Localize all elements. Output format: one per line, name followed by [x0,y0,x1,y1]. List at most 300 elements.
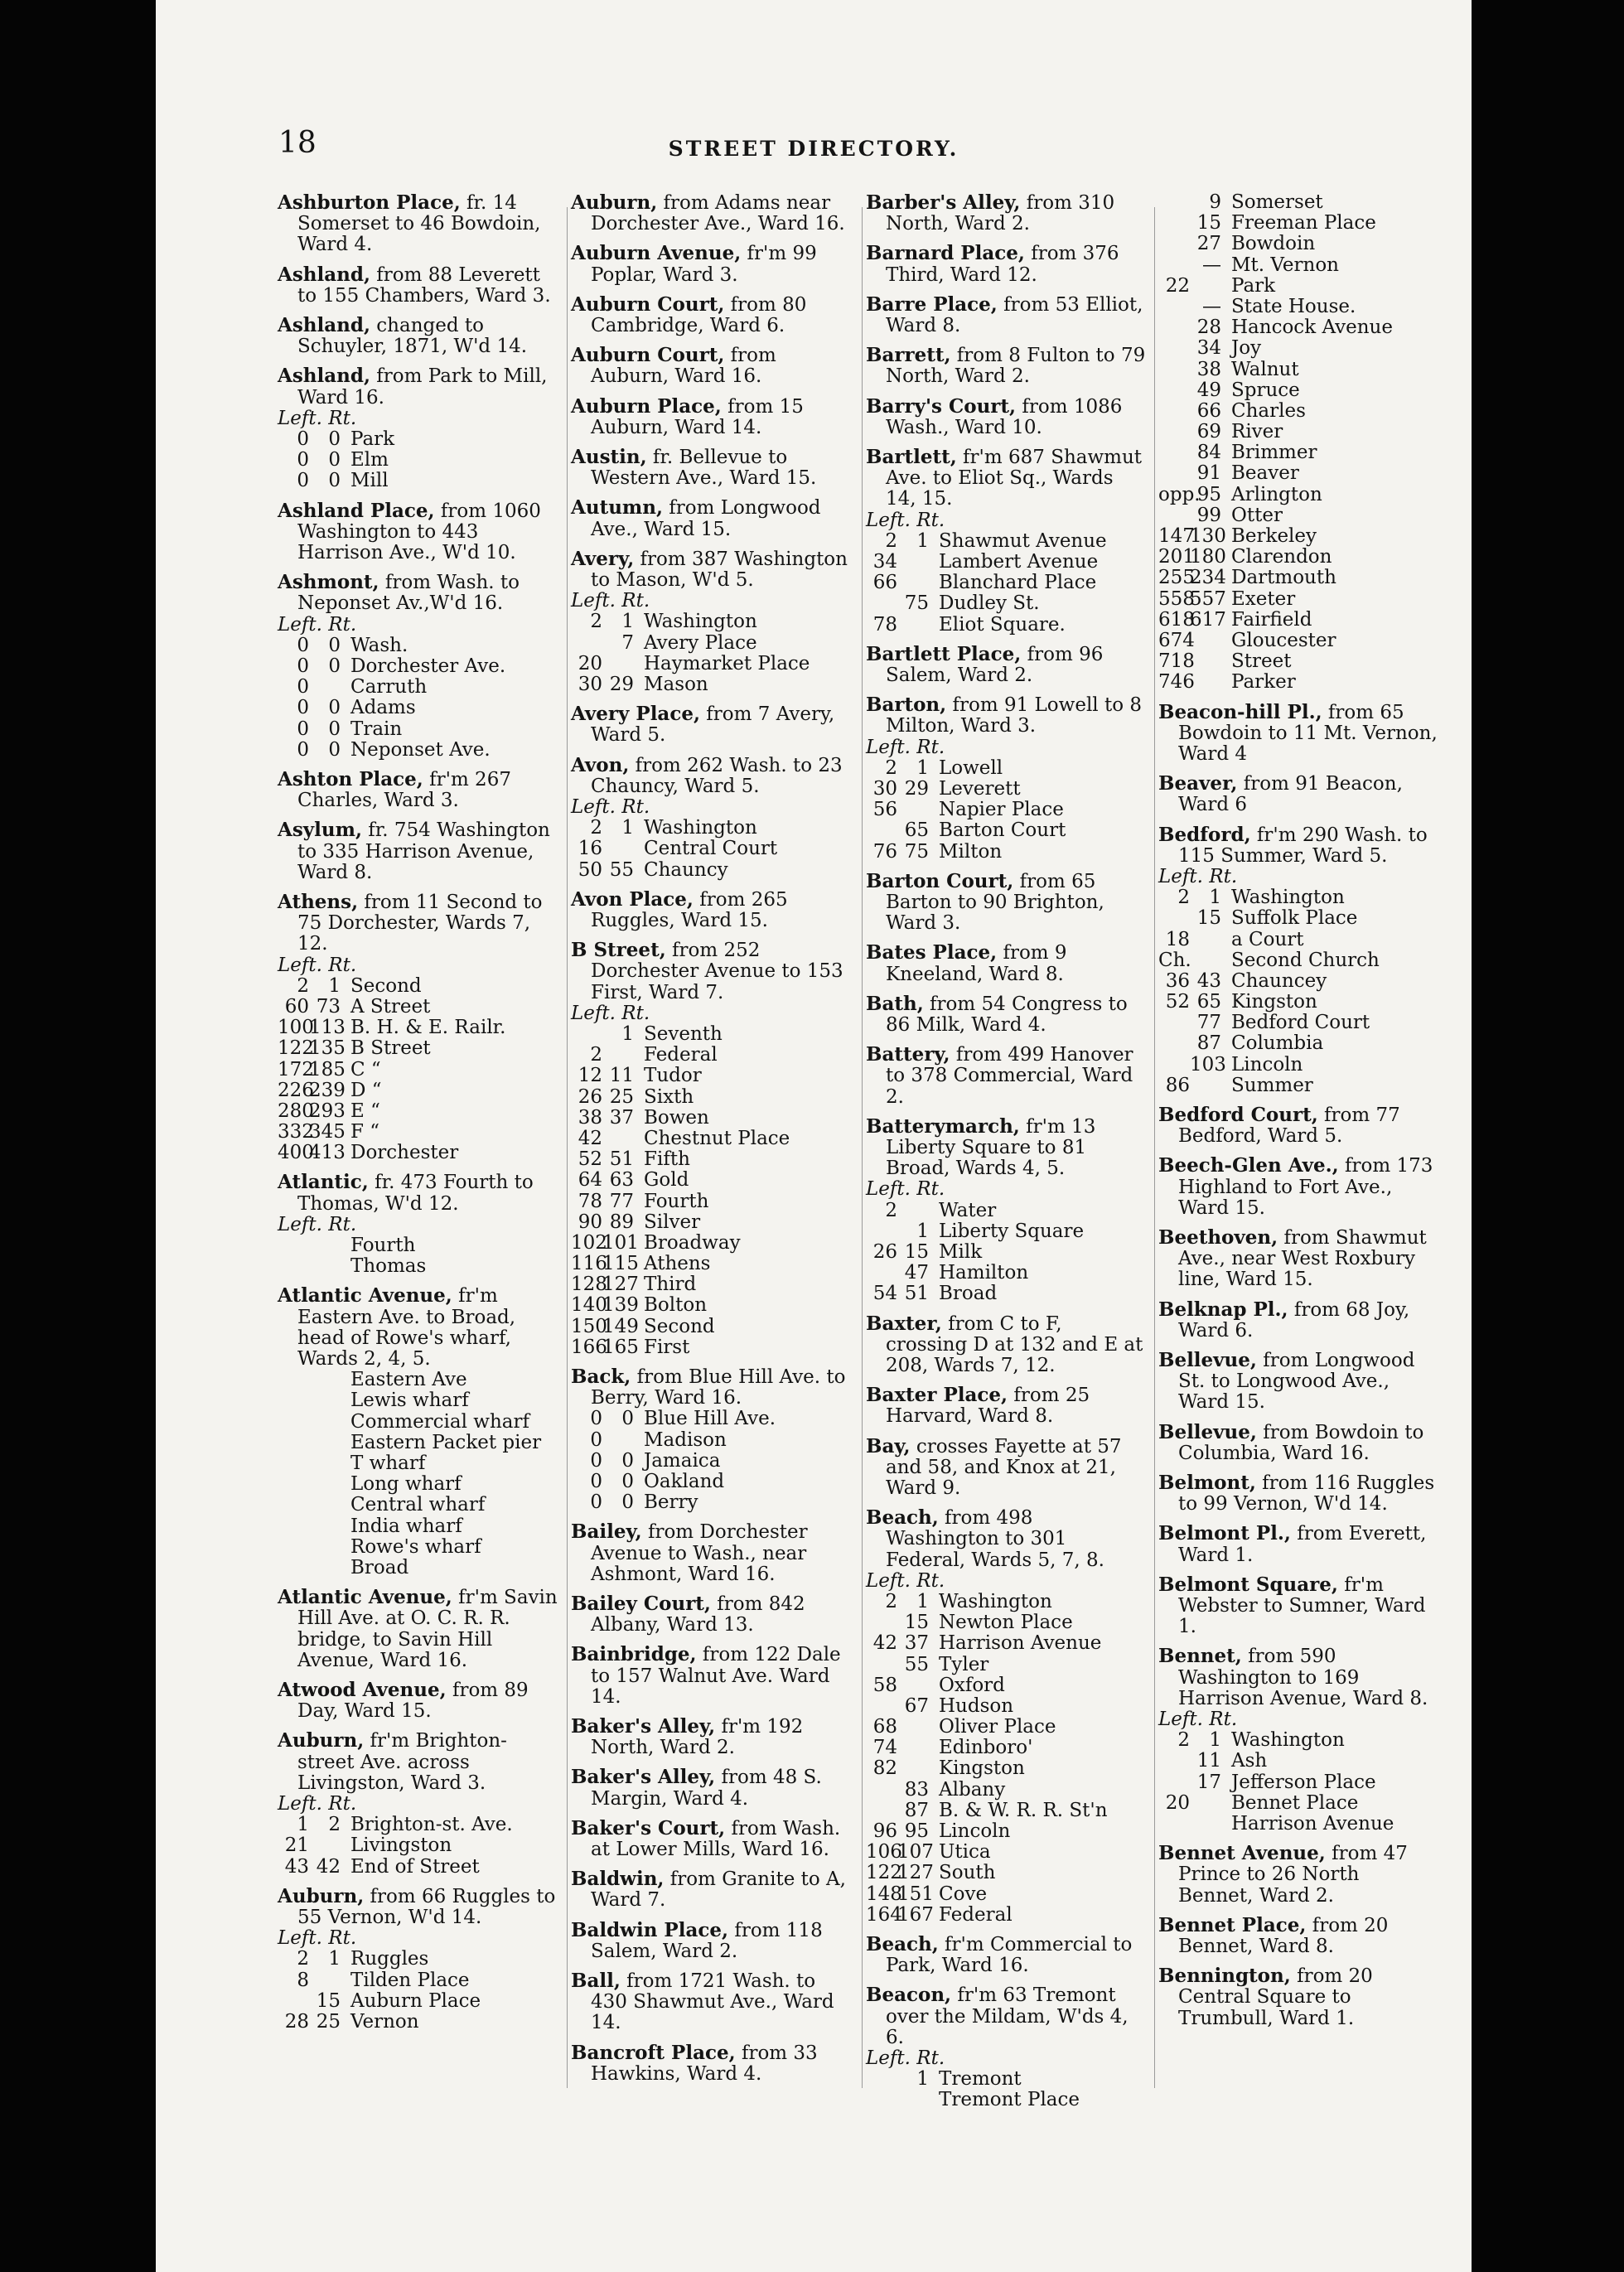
cross-street-row [1158,505,1440,526]
left-number [866,1780,897,1801]
cross-street-row [278,677,559,698]
street-entry [866,694,1148,863]
street-heading [278,365,559,408]
street-name: Battery, [866,1043,950,1066]
cross-street-name: Parker [1231,671,1296,694]
cross-street-row [571,1129,853,1149]
street-name: Atlantic Avenue, [278,1586,452,1609]
street-entry [1158,1105,1440,1147]
cross-street-name: D “ [350,1079,382,1101]
left-right-label: Left. Rt. [278,954,357,976]
cross-street-name: Newton Place [939,1612,1073,1634]
cross-street-list [866,1201,1148,1305]
left-number: 0 [590,1408,602,1430]
left-number: 122 [866,1862,902,1884]
right-number: 66 [1196,399,1221,422]
cross-street-name: Long wharf [350,1473,462,1496]
cross-street-row [866,1263,1148,1283]
street-heading [571,497,853,539]
street-heading [1158,1105,1440,1147]
cross-street-name: Athens [644,1253,711,1275]
cross-street-name: Dudley St. [939,592,1040,615]
cross-street-name: Fourth [644,1190,709,1212]
left-number: 56 [872,799,897,821]
cross-street-name: Tyler [939,1653,989,1675]
cross-street-name: Lewis wharf [350,1390,469,1412]
left-number: 36 [1165,969,1190,992]
cross-street-name: Carruth [350,676,428,699]
street-entry [571,1970,853,2034]
cross-street-name: B. H. & E. Railr. [350,1017,506,1039]
street-description: fr'm 63 Tremont over the Mildam, W'ds 4, 6. [886,1984,1129,2048]
street-heading [571,755,853,797]
cross-street-name: Albany [939,1778,1006,1801]
cross-street-row [1158,234,1440,254]
street-description: from Granite to A, Ward 7. [591,1868,846,1912]
cross-street-row [571,1337,853,1358]
street-name: Auburn Avenue, [571,242,742,265]
cross-street-row [571,1472,853,1492]
right-number: 293 [309,1100,346,1122]
cross-street-name: Barton Court [939,819,1066,842]
street-description: from Longwood St. to Longwood Ave., Ward 15. [1178,1350,1415,1414]
street-entry [1158,1646,1440,1835]
cross-street-row [278,1370,559,1390]
right-number: 103 [1190,1053,1226,1076]
street-name: Bellevue, [1158,1349,1257,1372]
cross-street-name: First [644,1336,690,1358]
left-number [1158,422,1190,442]
cross-street-row [571,654,853,674]
cross-street-row [1158,401,1440,422]
cross-street-list [571,818,853,881]
street-description: fr'm Webster to Sumner, Ward 1. [1178,1573,1426,1638]
cross-street-row [866,758,1148,779]
cross-street-row [1158,485,1440,505]
street-heading [866,447,1148,510]
right-number: 167 [897,1903,934,1926]
right-number: 11 [1196,1750,1221,1772]
right-number [309,1412,341,1433]
right-number: 1 [916,2068,929,2091]
street-entry [1158,1965,1440,2029]
street-name: Asylum, [278,819,362,842]
street-description: from 91 Beacon, Ward 6 [1178,773,1403,816]
street-entry [1158,1843,1440,1907]
cross-street-list [866,531,1148,636]
street-heading [1158,1472,1440,1515]
left-number: 0 [297,470,309,492]
right-number [309,1516,341,1537]
left-number: 618 [1158,608,1195,631]
right-number: 0 [328,697,341,719]
right-number: 29 [609,674,634,696]
street-entry [278,892,559,1164]
right-number: 165 [602,1336,639,1358]
left-number [278,1516,309,1537]
cross-street-row [1158,950,1440,971]
cross-street-name: Bowen [644,1106,709,1129]
left-number: 52 [1165,991,1190,1013]
street-name: Bennet, [1158,1645,1242,1668]
cross-street-name: Madison [644,1428,727,1451]
right-number: 557 [1190,587,1226,610]
cross-street-row [1158,317,1440,338]
cross-street-row [1158,526,1440,547]
cross-street-name: Lowell [939,757,1003,779]
street-entry [571,1767,853,1809]
right-number [602,654,634,674]
cross-street-row [1158,908,1440,929]
street-entry [571,1366,853,1513]
street-name: Ashland Place, [278,499,435,522]
cross-street-row [571,1451,853,1472]
street-name: Bartlett, [866,446,957,469]
cross-street-row [278,1815,559,1835]
street-entry [1158,1227,1440,1291]
right-number [897,1675,929,1696]
cross-street-name: Exeter [1231,587,1296,610]
right-number: 1 [328,974,341,997]
cross-street-name: Berkeley [1231,525,1317,547]
left-right-label: Left. Rt. [278,1792,357,1815]
street-entry [278,500,559,564]
street-name: Ashland, [278,365,370,388]
street-name: Barber's Alley, [866,191,1021,214]
cross-street-row [571,818,853,839]
right-number: 127 [602,1274,639,1296]
street-name: Bainbridge, [571,1643,697,1666]
cross-street-name: Walnut [1231,358,1299,380]
left-number: 20 [1165,1791,1190,1814]
right-number: 1 [621,817,634,839]
street-name: Bellevue, [1158,1420,1257,1443]
cross-street-name: Sixth [644,1085,694,1108]
left-right-label: Left. Rt. [866,2047,945,2069]
street-name: Auburn, [278,1729,365,1752]
cross-street-list [1158,1730,1440,1835]
street-entry [1158,1155,1440,1219]
left-number: 0 [297,697,309,719]
right-number: 149 [602,1315,639,1337]
left-number [1158,463,1190,484]
cross-street-row [571,1212,853,1233]
cross-street-name: Hancock Avenue [1231,317,1393,339]
right-number: 413 [309,1142,346,1164]
right-number: 11 [609,1065,634,1087]
street-name: Bailey Court, [571,1592,711,1615]
right-number [897,573,929,593]
right-number: 130 [1190,525,1226,547]
street-description: from 33 Hawkins, Ward 4. [591,2042,818,2085]
cross-street-row [278,1143,559,1163]
cross-street-name: F “ [350,1121,380,1143]
street-heading [866,942,1148,984]
left-number: 2 [885,757,897,779]
cross-street-row [866,1592,1148,1612]
cross-street-row [1158,380,1440,401]
street-description: from C to F, crossing D at 132 and E at 208, Wards 7, 12. [886,1312,1143,1376]
street-heading [571,549,853,591]
street-entry [866,1507,1148,1926]
cross-street-name: Harrison Avenue [939,1632,1102,1655]
street-entry [278,1886,559,2033]
street-heading [571,1767,853,1809]
street-name: Barry's Court, [866,394,1017,418]
cross-street-name: Fairfield [1231,608,1312,631]
right-number: 185 [309,1058,346,1080]
street-heading [278,572,559,614]
street-description: from 310 North, Ward 2. [886,192,1115,235]
street-heading [571,1366,853,1409]
cross-street-row [866,779,1148,800]
cross-street-row [866,531,1148,552]
left-number: 26 [872,1240,897,1263]
street-heading [1158,1574,1440,1638]
right-number [309,1433,341,1453]
street-name: Auburn, [278,1884,365,1907]
right-number: 107 [897,1841,934,1864]
street-entry [1158,1523,1440,1565]
street-heading [866,1044,1148,1108]
right-number [309,1495,341,1515]
left-number: 718 [1158,650,1195,673]
cross-street-row [1158,1055,1440,1076]
left-number: 0 [297,655,309,677]
left-number: 66 [872,572,897,594]
right-number: 55 [904,1653,929,1675]
street-entry [866,1984,1148,2110]
street-heading [866,694,1148,737]
street-description: from 118 Salem, Ward 2. [591,1919,823,1962]
street-name: Austin, [571,446,647,469]
left-number [866,1655,897,1675]
street-description: from 68 Joy, Ward 6. [1178,1298,1410,1341]
cross-street-row [278,719,559,740]
street-heading [571,703,853,746]
left-number: 400 [278,1142,314,1164]
cross-street-row [571,1409,853,1429]
street-entry [866,1385,1148,1427]
left-number [1158,360,1190,380]
cross-street-name: Dorchester Ave. [350,655,506,677]
left-number [571,1024,602,1045]
street-heading [278,1680,559,1722]
street-entry [1158,824,1440,1096]
street-entry [571,1818,853,1860]
street-heading [571,1644,853,1708]
right-number: 113 [309,1017,346,1039]
right-number: 15 [1196,212,1221,234]
left-number [1158,1055,1190,1076]
cross-street-row [571,674,853,695]
street-description: from 88 Leverett to 155 Chambers, Ward 3. [297,263,551,307]
left-number: 116 [571,1253,607,1275]
right-number: 1 [1209,1729,1221,1752]
left-number: 106 [866,1841,902,1864]
cross-street-name: Chauncy [644,858,728,881]
street-name: Bates Place, [866,941,998,964]
left-number: 2 [590,817,602,839]
cross-street-row [1158,1751,1440,1772]
right-number: 65 [904,819,929,842]
cross-street-row [278,1235,559,1256]
street-description: from Dorchester Avenue to Wash., near Ashmont, Ward 16. [591,1521,808,1585]
right-number [309,1835,341,1856]
street-description: from 66 Ruggles to 55 Vernon, W'd 14. [297,1885,556,1928]
left-number: 64 [578,1169,602,1192]
street-name: Bennet Avenue, [1158,1842,1326,1865]
right-number: 135 [309,1037,346,1060]
cross-street-row [278,1101,559,1122]
right-number [1190,1814,1221,1835]
right-number [309,1256,341,1277]
cross-street-name: India wharf [350,1515,462,1537]
cross-street-row [278,636,559,656]
cross-street-name: Eastern Ave [350,1369,467,1391]
right-number: 101 [602,1231,639,1254]
right-number: 234 [1190,567,1226,589]
cross-street-name: Washington [939,1590,1052,1612]
street-entry [278,365,559,491]
left-number: 0 [590,1491,602,1514]
street-entry [571,192,853,234]
street-entry [866,871,1148,935]
street-entry [866,993,1148,1036]
left-number [1158,1751,1190,1772]
street-description: from 173 Highland to Fort Ave., Ward 15. [1178,1155,1433,1219]
cross-street-row [866,1633,1148,1654]
cross-street-list [571,1024,853,1358]
left-number [1158,908,1190,929]
street-description: from 8 Fulton to 79 North, Ward 2. [886,345,1146,388]
column-divider [862,207,863,2088]
right-number: 84 [1196,442,1221,464]
street-entry [866,1116,1148,1305]
right-number: — [1202,254,1221,276]
cross-street-row [1158,1076,1440,1096]
right-number: 115 [602,1253,639,1275]
street-heading [571,1593,853,1636]
left-number: 0 [297,738,309,761]
street-entry [866,294,1148,336]
street-description: from Wash. to Neponset Av.,W'd 16. [297,572,520,615]
street-name: Barton, [866,694,947,717]
cross-street-name: Freeman Place [1231,212,1376,234]
street-heading [571,889,853,931]
cross-street-list [278,1815,559,1878]
left-number [1158,317,1190,338]
cross-street-name: Somerset [1231,191,1323,213]
cross-street-row [278,1537,559,1558]
right-number: 15 [1196,907,1221,930]
street-entry [571,2042,853,2085]
cross-street-name: Liberty Square [939,1220,1085,1242]
street-heading [571,294,853,336]
cross-street-row [571,1254,853,1274]
right-number [309,1537,341,1558]
street-heading [1158,824,1440,867]
street-heading [1158,1422,1440,1464]
cross-street-row [866,1655,1148,1675]
cross-street-name: Second Church [1231,949,1380,971]
right-number: 9 [1209,191,1221,213]
right-number [602,1129,634,1149]
cross-street-row [278,1516,559,1537]
cross-street-row [1158,276,1440,297]
right-number: 7 [621,631,634,654]
left-number: opp. [1158,483,1201,505]
cross-street-row [866,1780,1148,1801]
street-heading [278,819,559,883]
cross-street-name: E “ [350,1100,380,1122]
right-number [309,1970,341,1991]
right-number: 42 [316,1855,341,1878]
left-number: 52 [578,1148,602,1171]
right-number: 0 [328,428,341,451]
left-number: 82 [872,1757,897,1780]
left-number: 60 [284,995,309,1018]
cross-street-row [1158,422,1440,442]
right-number: — [1202,295,1221,317]
street-entry [866,1313,1148,1377]
left-number: 8 [297,1969,309,1991]
street-heading [1158,1915,1440,1957]
left-number: 128 [571,1274,607,1296]
right-number [897,1201,929,1221]
cross-street-name: Elm [350,449,389,471]
right-number [602,839,634,859]
left-number [866,1801,897,1821]
right-number: 63 [609,1169,634,1192]
street-heading [278,500,559,564]
street-name: Auburn Court, [571,292,725,316]
street-name: Beach, [866,1506,939,1530]
cross-street-name: Tremont [939,2068,1022,2091]
cross-street-list [278,636,559,761]
left-right-label: Left. Rt. [571,796,650,819]
street-entry [278,1730,559,1877]
cross-street-row [571,839,853,859]
street-name: Baker's Alley, [571,1714,716,1738]
left-number [1158,213,1190,234]
right-number: 239 [309,1079,346,1101]
column-divider [1154,207,1155,2088]
street-heading [571,192,853,234]
street-heading [1158,1227,1440,1291]
street-description: from 590 Washington to 169 Harrison Avenue, Ward 8. [1178,1646,1428,1709]
left-number: 42 [578,1127,602,1149]
left-number: 166 [571,1336,607,1358]
street-name: Bay, [866,1434,911,1457]
cross-street-name: C “ [350,1058,381,1080]
street-entry [278,1172,559,1277]
cross-street-list [278,1235,559,1277]
cross-street-name: Mill [350,470,389,492]
street-name: Bartlett Place, [866,642,1022,665]
cross-street-name: Edinboro' [939,1737,1033,1759]
right-number: 0 [621,1449,634,1472]
right-number [1190,1076,1221,1096]
street-entry [571,1593,853,1636]
cross-street-row [571,1149,853,1170]
cross-street-row [866,800,1148,820]
left-number: 26 [578,1085,602,1108]
cross-street-name: Chauncey [1231,969,1327,992]
cross-street-list [866,758,1148,863]
cross-street-row [866,1758,1148,1779]
right-number [1190,651,1221,672]
